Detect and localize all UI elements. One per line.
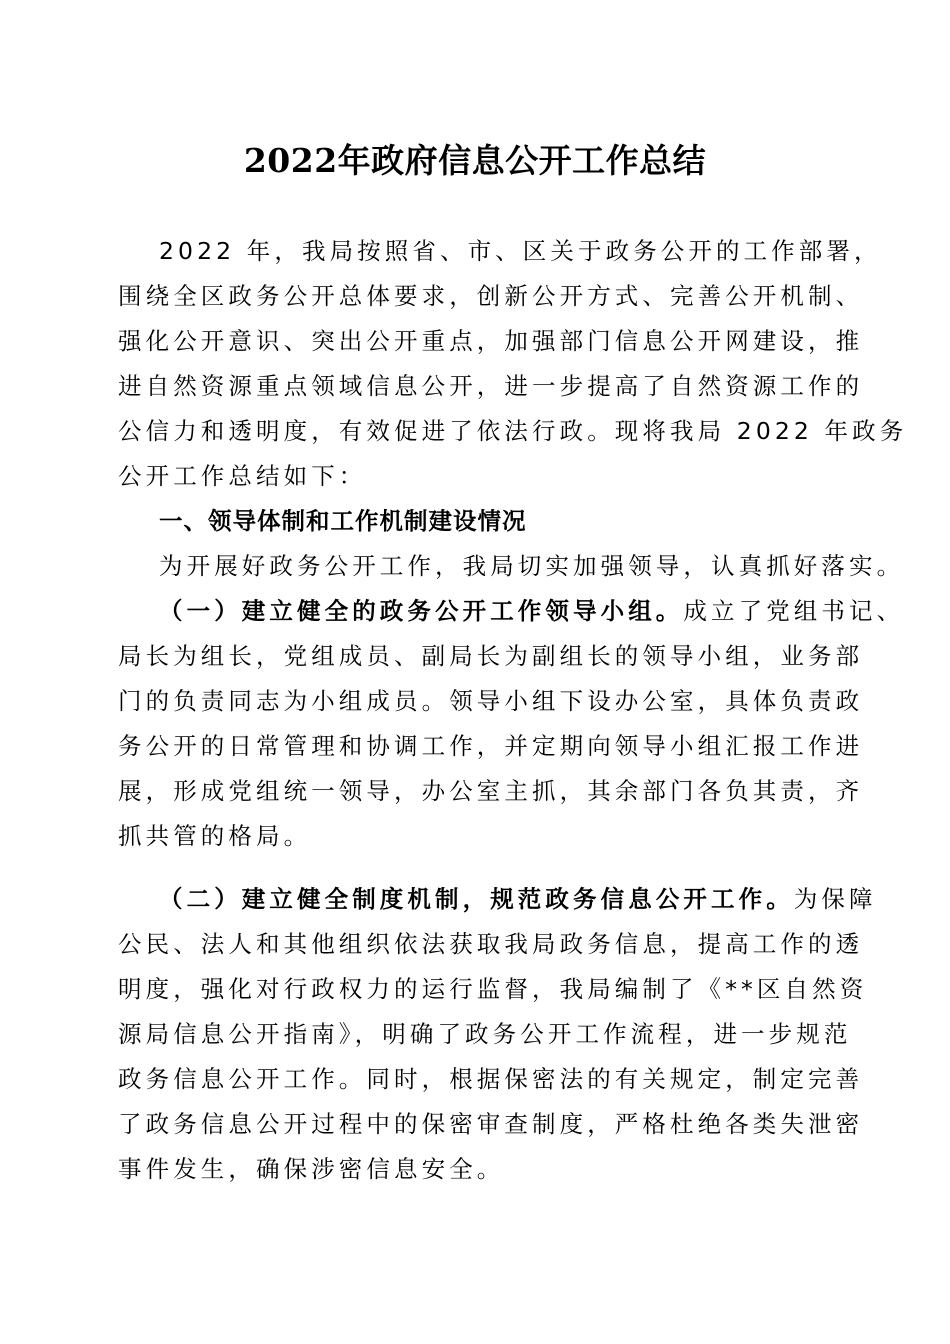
paragraph-line: 公民、法人和其他组织依法获取我局政务信息，提高工作的透 (118, 930, 864, 958)
paragraph-line: 围绕全区政务公开总体要求，创新公开方式、完善公开机制、 (118, 282, 864, 310)
paragraph-line: 局长为组长，党组成员、副局长为副组长的领导小组，业务部 (118, 642, 864, 670)
paragraph-line: 政务信息公开工作。同时，根据保密法的有关规定，制定完善 (118, 1065, 864, 1093)
item-paragraph-1 (118, 589, 905, 859)
paragraph-line (118, 877, 877, 922)
paragraph-line: 展，形成党组统一领导，办公室主抓，其余部门各负其责，齐 (118, 777, 864, 805)
paragraph-line: 源局信息公开指南》，明确了政务公开工作流程，进一步规范 (118, 1020, 852, 1048)
item-label: （一）建立健全的政务公开工作领导小组。 (159, 597, 684, 625)
paragraph-spacer (118, 859, 838, 877)
intro-paragraph (118, 229, 908, 499)
paragraph-line: 进自然资源重点领域信息公开，进一步提高了自然资源工作的 (118, 372, 864, 400)
paragraph-line: 2022 年，我局按照省、市、区关于政务公开的工作部署， (159, 237, 882, 265)
paragraph-line (118, 589, 905, 634)
item-text: 为保障 (793, 885, 877, 913)
item-text: 成立了党组书记、 (683, 597, 905, 625)
paragraph-line: 抓共管的格局。 (118, 822, 312, 850)
paragraph-line: 明度，强化对行政权力的运行监督，我局编制了《**区自然资 (118, 975, 868, 1003)
paragraph-line: 公信力和透明度，有效促进了依法行政。现将我局 2022 年政务 (118, 417, 908, 445)
document-body (118, 229, 908, 1192)
item-paragraph-2 (118, 877, 877, 1192)
paragraph-line: 公开工作总结如下： (118, 462, 367, 490)
section-lead: 为开展好政务公开工作，我局切实加强领导，认真抓好落实。 (159, 552, 905, 580)
paragraph-line: 门的负责同志为小组成员。领导小组下设办公室，具体负责政 (118, 687, 864, 715)
section-heading: 一、领导体制和工作机制建设情况 (159, 507, 527, 535)
document-title: 2022年政府信息公开工作总结 (243, 141, 707, 180)
paragraph-line: 事件发生，确保涉密信息安全。 (118, 1155, 505, 1183)
paragraph-line: 了政务信息公开过程中的保密审查制度，严格杜绝各类失泄密 (118, 1110, 864, 1138)
item-label: （二）建立健全制度机制，规范政务信息公开工作。 (159, 885, 794, 913)
paragraph-line: 务公开的日常管理和协调工作，并定期向领导小组汇报工作进 (118, 732, 864, 760)
paragraph-line: 强化公开意识、突出公开重点，加强部门信息公开网建设，推 (118, 327, 864, 355)
